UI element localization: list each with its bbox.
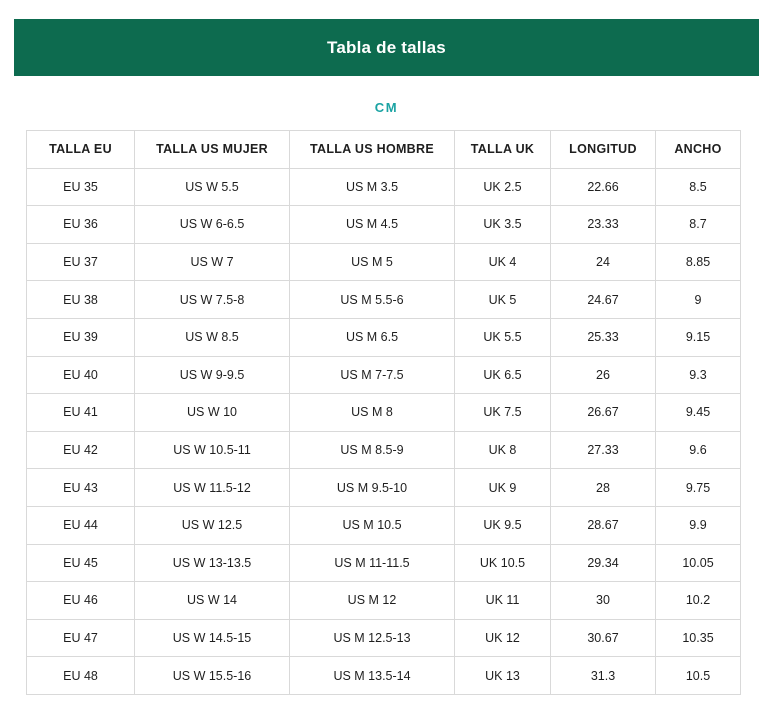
cell-us-women: US W 15.5-16 xyxy=(135,657,290,695)
cell-width: 10.5 xyxy=(656,657,741,695)
cell-eu: EU 38 xyxy=(27,281,135,319)
cell-length: 22.66 xyxy=(551,168,656,206)
cell-width: 8.7 xyxy=(656,206,741,244)
cell-us-men: US M 3.5 xyxy=(290,168,455,206)
cell-us-men: US M 8.5-9 xyxy=(290,431,455,469)
cell-eu: EU 42 xyxy=(27,431,135,469)
unit-label: CM xyxy=(374,100,399,115)
column-header-length: LONGITUD xyxy=(551,131,656,169)
cell-us-men: US M 13.5-14 xyxy=(290,657,455,695)
size-table xyxy=(26,130,741,695)
column-header-width: ANCHO xyxy=(656,131,741,169)
cell-length: 28 xyxy=(551,469,656,507)
cell-us-men: US M 5.5-6 xyxy=(290,281,455,319)
cell-us-women: US W 7.5-8 xyxy=(135,281,290,319)
cell-us-men: US M 12 xyxy=(290,582,455,620)
cell-us-women: US W 14 xyxy=(135,582,290,620)
header-banner xyxy=(14,19,759,76)
table-row xyxy=(27,469,741,507)
cell-length: 26.67 xyxy=(551,394,656,432)
cell-uk: UK 6.5 xyxy=(455,356,551,394)
column-header-eu: TALLA EU xyxy=(27,131,135,169)
column-header-us-women: TALLA US MUJER xyxy=(135,131,290,169)
cell-us-women: US W 10 xyxy=(135,394,290,432)
cell-width: 9.9 xyxy=(656,506,741,544)
cell-us-women: US W 6-6.5 xyxy=(135,206,290,244)
cell-eu: EU 41 xyxy=(27,394,135,432)
table-row xyxy=(27,582,741,620)
cell-us-women: US W 13-13.5 xyxy=(135,544,290,582)
column-header-us-men: TALLA US HOMBRE xyxy=(290,131,455,169)
cell-uk: UK 2.5 xyxy=(455,168,551,206)
table-header-row xyxy=(27,131,741,169)
cell-eu: EU 36 xyxy=(27,206,135,244)
page-title: Tabla de tallas xyxy=(327,37,446,57)
cell-uk: UK 8 xyxy=(455,431,551,469)
cell-width: 8.5 xyxy=(656,168,741,206)
cell-width: 10.05 xyxy=(656,544,741,582)
table-row xyxy=(27,243,741,281)
cell-eu: EU 39 xyxy=(27,318,135,356)
table-row xyxy=(27,506,741,544)
cell-length: 26 xyxy=(551,356,656,394)
table-row xyxy=(27,206,741,244)
cell-us-women: US W 9-9.5 xyxy=(135,356,290,394)
cell-us-women: US W 7 xyxy=(135,243,290,281)
cell-uk: UK 3.5 xyxy=(455,206,551,244)
cell-uk: UK 12 xyxy=(455,619,551,657)
cell-width: 9.45 xyxy=(656,394,741,432)
cell-us-men: US M 12.5-13 xyxy=(290,619,455,657)
cell-us-women: US W 14.5-15 xyxy=(135,619,290,657)
cell-length: 28.67 xyxy=(551,506,656,544)
cell-length: 29.34 xyxy=(551,544,656,582)
column-header-uk: TALLA UK xyxy=(455,131,551,169)
table-row xyxy=(27,431,741,469)
size-table-wrapper xyxy=(26,130,740,695)
table-row xyxy=(27,544,741,582)
cell-us-men: US M 7-7.5 xyxy=(290,356,455,394)
table-row xyxy=(27,281,741,319)
cell-uk: UK 5.5 xyxy=(455,318,551,356)
cell-uk: UK 13 xyxy=(455,657,551,695)
cell-length: 25.33 xyxy=(551,318,656,356)
cell-eu: EU 45 xyxy=(27,544,135,582)
cell-length: 30 xyxy=(551,582,656,620)
cell-eu: EU 35 xyxy=(27,168,135,206)
cell-uk: UK 11 xyxy=(455,582,551,620)
cell-length: 27.33 xyxy=(551,431,656,469)
cell-width: 9.15 xyxy=(656,318,741,356)
cell-uk: UK 4 xyxy=(455,243,551,281)
cell-width: 8.85 xyxy=(656,243,741,281)
cell-us-women: US W 12.5 xyxy=(135,506,290,544)
table-row xyxy=(27,619,741,657)
cell-uk: UK 5 xyxy=(455,281,551,319)
cell-uk: UK 9.5 xyxy=(455,506,551,544)
cell-us-men: US M 11-11.5 xyxy=(290,544,455,582)
cell-length: 23.33 xyxy=(551,206,656,244)
cell-eu: EU 40 xyxy=(27,356,135,394)
cell-length: 30.67 xyxy=(551,619,656,657)
cell-us-men: US M 5 xyxy=(290,243,455,281)
cell-uk: UK 9 xyxy=(455,469,551,507)
cell-length: 31.3 xyxy=(551,657,656,695)
cell-width: 10.35 xyxy=(656,619,741,657)
cell-uk: UK 10.5 xyxy=(455,544,551,582)
cell-us-women: US W 8.5 xyxy=(135,318,290,356)
cell-eu: EU 44 xyxy=(27,506,135,544)
cell-us-men: US M 10.5 xyxy=(290,506,455,544)
cell-us-men: US M 6.5 xyxy=(290,318,455,356)
cell-width: 9 xyxy=(656,281,741,319)
cell-us-women: US W 11.5-12 xyxy=(135,469,290,507)
cell-eu: EU 37 xyxy=(27,243,135,281)
cell-length: 24.67 xyxy=(551,281,656,319)
cell-us-men: US M 8 xyxy=(290,394,455,432)
cell-length: 24 xyxy=(551,243,656,281)
cell-us-women: US W 10.5-11 xyxy=(135,431,290,469)
cell-us-men: US M 9.5-10 xyxy=(290,469,455,507)
table-row xyxy=(27,356,741,394)
cell-eu: EU 48 xyxy=(27,657,135,695)
cell-us-women: US W 5.5 xyxy=(135,168,290,206)
cell-uk: UK 7.5 xyxy=(455,394,551,432)
cell-width: 9.6 xyxy=(656,431,741,469)
cell-eu: EU 43 xyxy=(27,469,135,507)
cell-eu: EU 47 xyxy=(27,619,135,657)
cell-width: 9.3 xyxy=(656,356,741,394)
cell-eu: EU 46 xyxy=(27,582,135,620)
table-row xyxy=(27,657,741,695)
table-row xyxy=(27,168,741,206)
table-row xyxy=(27,318,741,356)
cell-width: 9.75 xyxy=(656,469,741,507)
cell-us-men: US M 4.5 xyxy=(290,206,455,244)
cell-width: 10.2 xyxy=(656,582,741,620)
table-row xyxy=(27,394,741,432)
